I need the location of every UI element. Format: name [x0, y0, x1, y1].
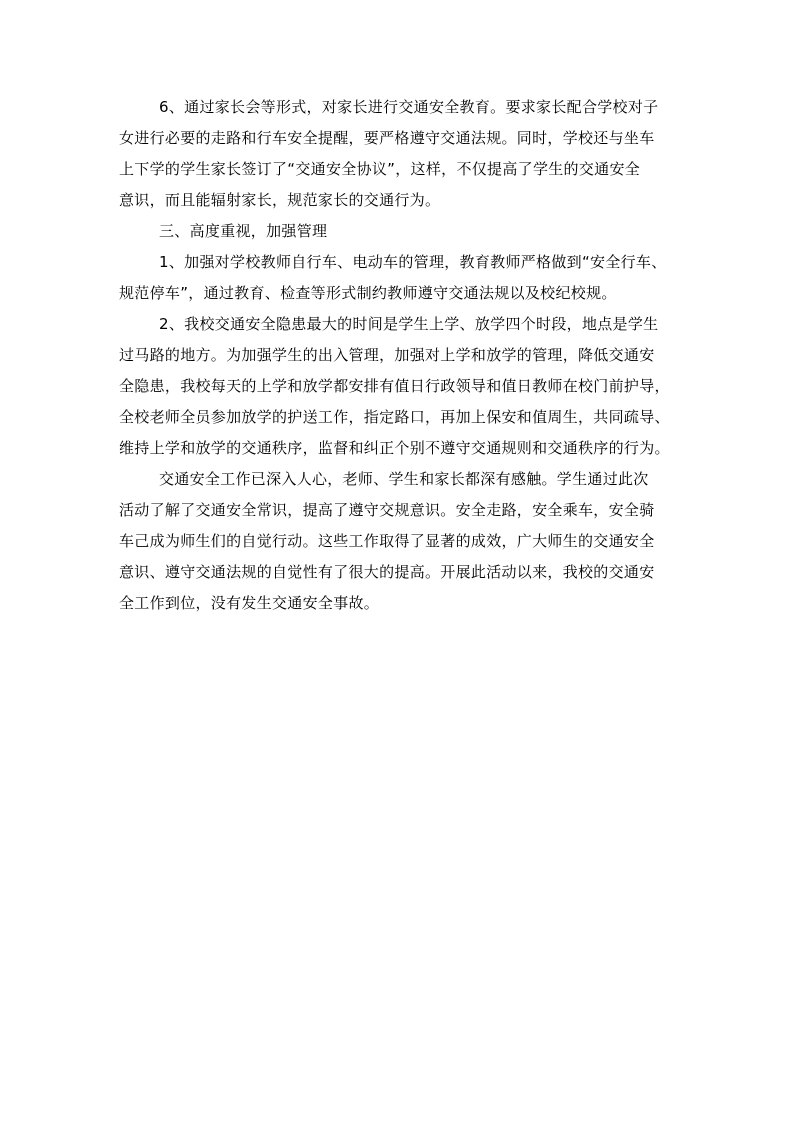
- text-line: 车己成为师生们的自觉行动。这些工作取得了显著的成效，广大师生的交通安全: [119, 532, 655, 550]
- text-line: 全隐患，我校每天的上学和放学都安排有值日行政领导和值日教师在校门前护导，: [119, 377, 670, 395]
- text-line: 规范停车”，通过教育、检查等形式制约教师遵守交通法规以及校纪校规。: [119, 284, 617, 302]
- paragraph-conclusion: [119, 464, 679, 619]
- text-line: 上下学的学生家长签订了“交通安全协议”，这样，不仅提高了学生的交通安全: [119, 160, 641, 178]
- heading-line: 三、高度重视，加强管理: [159, 222, 328, 240]
- text-line: 全工作到位，没有发生交通安全事故。: [119, 594, 380, 612]
- text-line: 2、我校交通安全隐患最大的时间是学生上学、放学四个时段，地点是学生: [159, 315, 659, 333]
- text-line: 全校老师全员参加放学的护送工作，指定路口，再加上保安和值周生，共同疏导、: [119, 408, 670, 426]
- text-line: 意识、遵守交通法规的自觉性有了很大的提高。开展此活动以来，我校的交通安: [119, 563, 655, 581]
- section-heading: [119, 216, 679, 247]
- text-line: 维持上学和放学的交通秩序，监督和纠正个别不遵守交通规则和交通秩序的行为。: [119, 439, 670, 457]
- paragraph-safety-hazard: [119, 309, 679, 464]
- text-line: 交通安全工作已深入人心，老师、学生和家长都深有感触。学生通过此次: [159, 470, 649, 488]
- paragraph-teacher-vehicle: [119, 247, 679, 309]
- text-line: 1、加强对学校教师自行车、电动车的管理，教育教师严格做到“安全行车、: [159, 253, 667, 271]
- text-line: 女进行必要的走路和行车安全提醒，要严格遵守交通法规。同时，学校还与坐车: [119, 129, 655, 147]
- text-line: 过马路的地方。为加强学生的出入管理，加强对上学和放学的管理，降低交通安: [119, 346, 655, 364]
- text-line: 意识，而且能辐射家长，规范家长的交通行为。: [119, 191, 441, 209]
- text-line: 活动了解了交通安全常识，提高了遵守交规意识。安全走路，安全乘车，安全骑: [119, 501, 655, 519]
- document-body: [119, 92, 679, 619]
- text-line: 6、通过家长会等形式，对家长进行交通安全教育。要求家长配合学校对子: [159, 98, 659, 116]
- paragraph-parent-education: [119, 92, 679, 216]
